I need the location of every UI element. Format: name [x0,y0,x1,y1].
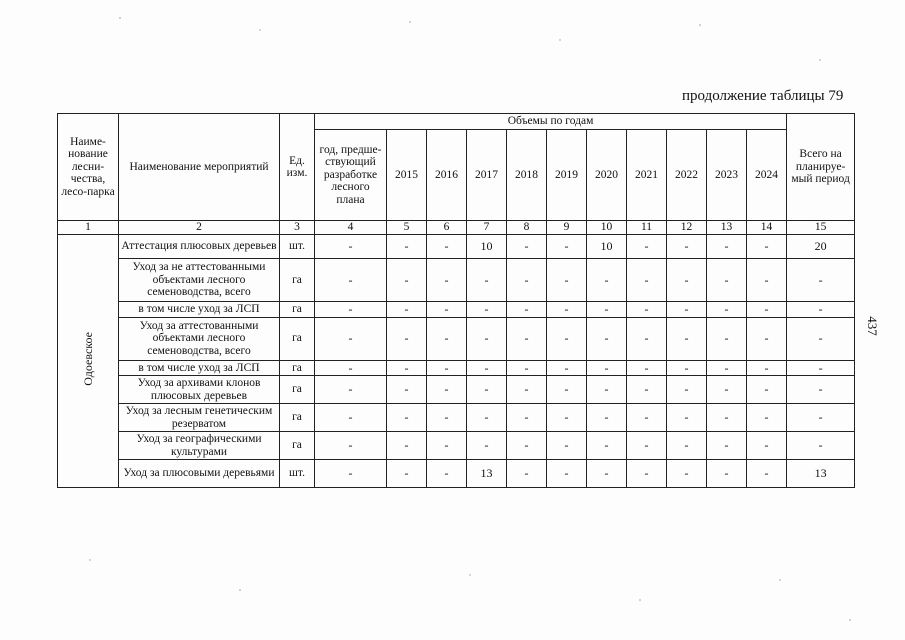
year-value: - [547,404,587,432]
unit-cell: га [280,302,315,318]
table-row [58,235,855,259]
year-value: - [707,460,747,488]
total-value: - [787,360,855,376]
total-value: - [787,259,855,302]
prev-year-value: - [315,235,387,259]
event-name: Аттестация плюсовых деревьев [119,235,280,259]
year-value: - [387,432,427,460]
year-value: - [587,360,627,376]
year-value: - [747,259,787,302]
year-value: - [427,317,467,360]
year-value: - [507,259,547,302]
header-year: 2017 [467,130,507,221]
year-value: - [627,432,667,460]
column-number: 3 [280,221,315,235]
year-value: - [387,460,427,488]
year-value: - [507,235,547,259]
year-value: - [547,360,587,376]
header-row-1 [58,114,855,130]
year-value: - [427,376,467,404]
year-value: - [667,432,707,460]
year-value: - [507,376,547,404]
year-value: - [667,376,707,404]
header-forestry: Наиме-нование лесни-чества, лесо-парка [58,114,119,221]
year-value: - [507,360,547,376]
year-value: - [547,302,587,318]
year-value: - [707,302,747,318]
total-value: - [787,432,855,460]
column-number: 9 [547,221,587,235]
event-name: Уход за не аттестованными объектами лесного семеноводства, всего [119,259,280,302]
year-value: - [627,235,667,259]
forestry-name: Одоевское [80,332,95,387]
header-year: 2020 [587,130,627,221]
header-volumes-by-year: Объемы по годам [315,114,787,130]
header-total: Всего на планируе-мый период [787,114,855,221]
year-value: - [747,235,787,259]
year-value: - [467,376,507,404]
prev-year-value: - [315,360,387,376]
total-value: 20 [787,235,855,259]
table-row [58,376,855,404]
year-value: - [707,259,747,302]
year-value: - [747,360,787,376]
year-value: - [667,235,707,259]
year-value: - [707,360,747,376]
table-row [58,460,855,488]
year-value: - [667,317,707,360]
year-value: - [387,259,427,302]
year-value: - [427,259,467,302]
year-value: - [747,376,787,404]
total-value: - [787,376,855,404]
year-value: - [427,235,467,259]
table-row [58,302,855,318]
year-value: - [467,360,507,376]
year-value: - [507,404,547,432]
prev-year-value: - [315,460,387,488]
year-value: - [387,317,427,360]
year-value: - [467,302,507,318]
unit-cell: шт. [280,235,315,259]
column-number: 15 [787,221,855,235]
year-value: - [467,404,507,432]
year-value: - [627,360,667,376]
header-year: 2018 [507,130,547,221]
total-value: - [787,317,855,360]
year-value: - [467,317,507,360]
column-number: 1 [58,221,119,235]
year-value: - [427,360,467,376]
year-value: - [547,235,587,259]
year-value: - [667,259,707,302]
table-row [58,404,855,432]
year-value: - [747,317,787,360]
year-value: - [387,376,427,404]
prev-year-value: - [315,432,387,460]
year-value: - [387,404,427,432]
total-value: - [787,404,855,432]
year-value: - [547,259,587,302]
unit-cell: га [280,360,315,376]
year-value: - [747,432,787,460]
unit-cell: га [280,259,315,302]
header-year: 2015 [387,130,427,221]
column-number: 7 [467,221,507,235]
prev-year-value: - [315,376,387,404]
year-value: 10 [587,235,627,259]
year-value: - [627,376,667,404]
header-unit: Ед. изм. [280,114,315,221]
year-value: 13 [467,460,507,488]
page-number: 437 [864,316,880,336]
year-value: - [587,376,627,404]
year-value: - [627,460,667,488]
column-number: 5 [387,221,427,235]
year-value: - [747,302,787,318]
year-value: - [587,259,627,302]
table-row [58,259,855,302]
unit-cell: га [280,376,315,404]
event-name: в том числе уход за ЛСП [119,360,280,376]
prev-year-value: - [315,317,387,360]
year-value: - [667,360,707,376]
year-value: - [747,460,787,488]
year-value: - [587,460,627,488]
forestry-events-table [57,113,855,488]
year-value: - [547,432,587,460]
table-row [58,317,855,360]
year-value: 10 [467,235,507,259]
table-row [58,432,855,460]
year-value: - [467,259,507,302]
total-value: 13 [787,460,855,488]
year-value: - [547,460,587,488]
year-value: - [627,404,667,432]
year-value: - [547,376,587,404]
year-value: - [507,432,547,460]
prev-year-value: - [315,404,387,432]
column-number: 13 [707,221,747,235]
event-name: Уход за аттестованными объектами лесного семеноводства, всего [119,317,280,360]
year-value: - [707,404,747,432]
event-name: Уход за плюсовыми деревьями [119,460,280,488]
header-event: Наименование мероприятий [119,114,280,221]
year-value: - [747,404,787,432]
header-prev-year: год, предше-ствующий разработке лесного плана [315,130,387,221]
year-value: - [507,302,547,318]
year-value: - [707,235,747,259]
table-continuation-caption: продолжение таблицы 79 [682,88,844,104]
unit-cell: га [280,432,315,460]
year-value: - [547,317,587,360]
year-value: - [387,302,427,318]
year-value: - [427,302,467,318]
column-number: 10 [587,221,627,235]
year-value: - [507,460,547,488]
year-value: - [507,317,547,360]
header-year: 2016 [427,130,467,221]
event-name: в том числе уход за ЛСП [119,302,280,318]
year-value: - [587,432,627,460]
year-value: - [587,404,627,432]
year-value: - [427,432,467,460]
year-value: - [587,317,627,360]
year-value: - [387,235,427,259]
table-row [58,360,855,376]
column-number-row [58,221,855,235]
column-number: 2 [119,221,280,235]
prev-year-value: - [315,302,387,318]
event-name: Уход за лесным генетическим резерватом [119,404,280,432]
forestry-name-cell [58,235,119,488]
event-name: Уход за архивами клонов плюсовых деревьев [119,376,280,404]
year-value: - [707,432,747,460]
unit-cell: га [280,317,315,360]
column-number: 8 [507,221,547,235]
year-value: - [627,317,667,360]
header-year: 2019 [547,130,587,221]
column-number: 12 [667,221,707,235]
year-value: - [387,360,427,376]
unit-cell: шт. [280,460,315,488]
table-body [58,235,855,488]
year-value: - [627,302,667,318]
column-number: 6 [427,221,467,235]
header-year: 2024 [747,130,787,221]
prev-year-value: - [315,259,387,302]
year-value: - [427,460,467,488]
unit-cell: га [280,404,315,432]
year-value: - [667,460,707,488]
header-year: 2021 [627,130,667,221]
year-value: - [467,432,507,460]
year-value: - [587,302,627,318]
total-value: - [787,302,855,318]
column-number: 4 [315,221,387,235]
event-name: Уход за географическими культурами [119,432,280,460]
column-number: 11 [627,221,667,235]
year-value: - [667,404,707,432]
header-year: 2022 [667,130,707,221]
header-year: 2023 [707,130,747,221]
year-value: - [707,317,747,360]
year-value: - [427,404,467,432]
year-value: - [667,302,707,318]
year-value: - [707,376,747,404]
column-number: 14 [747,221,787,235]
year-value: - [627,259,667,302]
